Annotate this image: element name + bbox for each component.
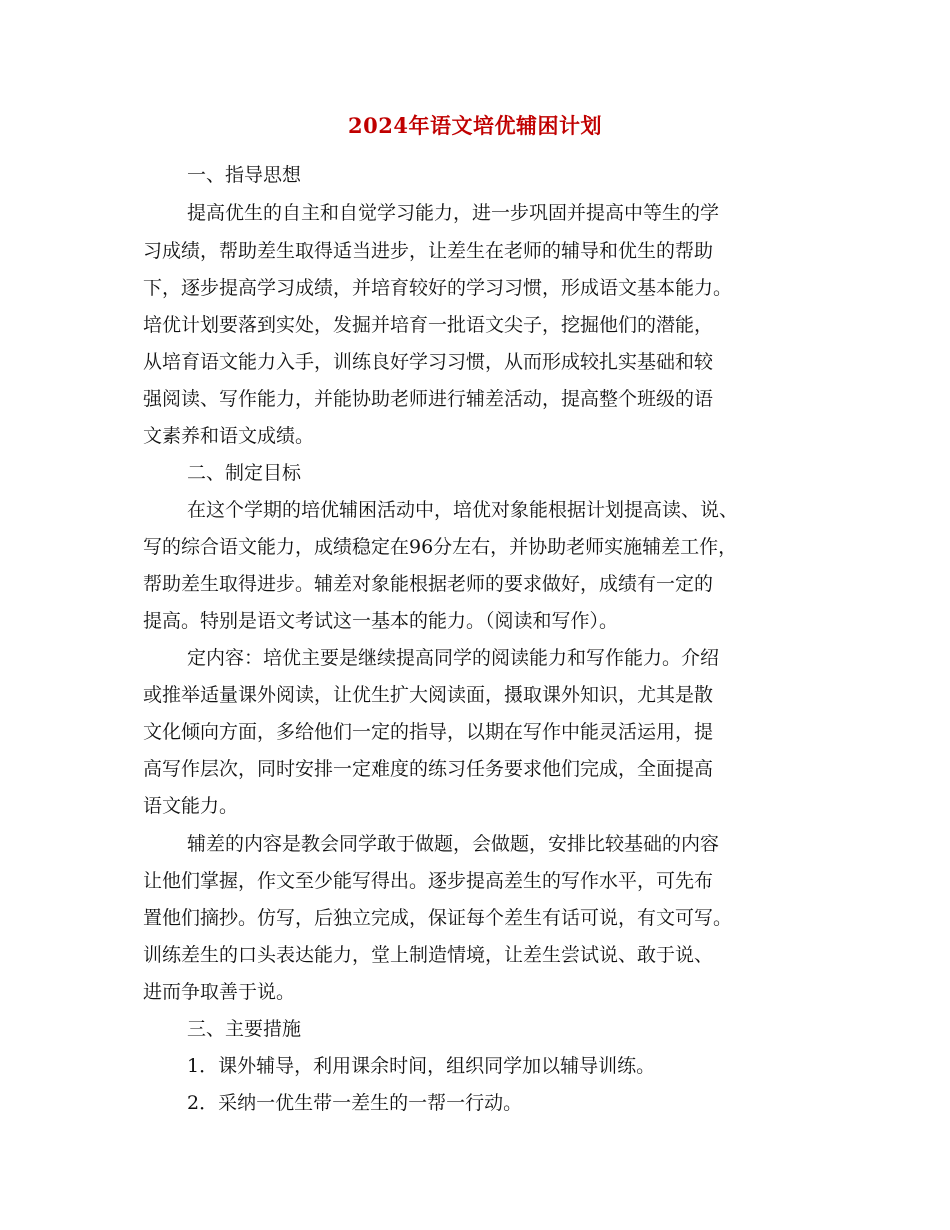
paragraph-line: 进而争取善于说。: [143, 981, 296, 1003]
section-heading-guiding-thought: 一、指导思想: [187, 164, 302, 186]
list-item: 2．采纳一优生带一差生的一帮一行动。: [187, 1092, 523, 1114]
paragraph-line: 文素养和语文成绩。: [143, 425, 315, 447]
paragraph-line: 写的综合语文能力，成绩稳定在96分左右，并协助老师实施辅差工作，: [143, 536, 738, 558]
paragraph-line: 训练差生的口头表达能力，堂上制造情境，让差生尝试说、敢于说、: [143, 944, 714, 966]
paragraph-line: 高写作层次，同时安排一定难度的练习任务要求他们完成，全面提高: [143, 758, 714, 780]
paragraph-line: 让他们掌握，作文至少能写得出。逐步提高差生的写作水平，可先布: [143, 870, 714, 892]
paragraph-line: 从培育语文能力入手，训练良好学习习惯，从而形成较扎实基础和较: [143, 351, 714, 373]
section-heading-goals: 二、制定目标: [187, 462, 302, 484]
paragraph-line: 在这个学期的培优辅困活动中，培优对象能根据计划提高读、说、: [187, 499, 739, 521]
paragraph-line: 培优计划要落到实处，发掘并培育一批语文尖子，挖掘他们的潜能，: [143, 314, 714, 336]
section-heading-measures: 三、主要措施: [187, 1018, 302, 1040]
paragraph-line: 定内容：培优主要是继续提高同学的阅读能力和写作能力。介绍: [187, 647, 720, 669]
paragraph-line: 置他们摘抄。仿写，后独立完成，保证每个差生有话可说，有文可写。: [143, 907, 733, 929]
paragraph-line: 辅差的内容是教会同学敢于做题，会做题，安排比较基础的内容: [187, 833, 720, 855]
paragraph-line: 文化倾向方面，多给他们一定的指导，以期在写作中能灵活运用，提: [143, 721, 714, 743]
paragraph-line: 提高。特别是语文考试这一基本的能力。（阅读和写作）。: [143, 610, 619, 632]
paragraph-line: 帮助差生取得进步。辅差对象能根据老师的要求做好，成绩有一定的: [143, 573, 714, 595]
document-title: 2024年语文培优辅困计划: [348, 113, 602, 138]
paragraph-line: 或推举适量课外阅读，让优生扩大阅读面，摄取课外知识，尤其是散: [143, 684, 714, 706]
paragraph-line: 语文能力。: [143, 795, 239, 817]
paragraph-line: 习成绩，帮助差生取得适当进步，让差生在老师的辅导和优生的帮助: [143, 240, 714, 262]
paragraph-line: 强阅读、写作能力，并能协助老师进行辅差活动，提高整个班级的语: [143, 388, 714, 410]
list-item: 1．课外辅导，利用课余时间，组织同学加以辅导训练。: [187, 1055, 656, 1077]
paragraph-line: 提高优生的自主和自觉学习能力，进一步巩固并提高中等生的学: [187, 202, 720, 224]
paragraph-line: 下，逐步提高学习成绩，并培育较好的学习习惯，形成语文基本能力。: [143, 277, 733, 299]
